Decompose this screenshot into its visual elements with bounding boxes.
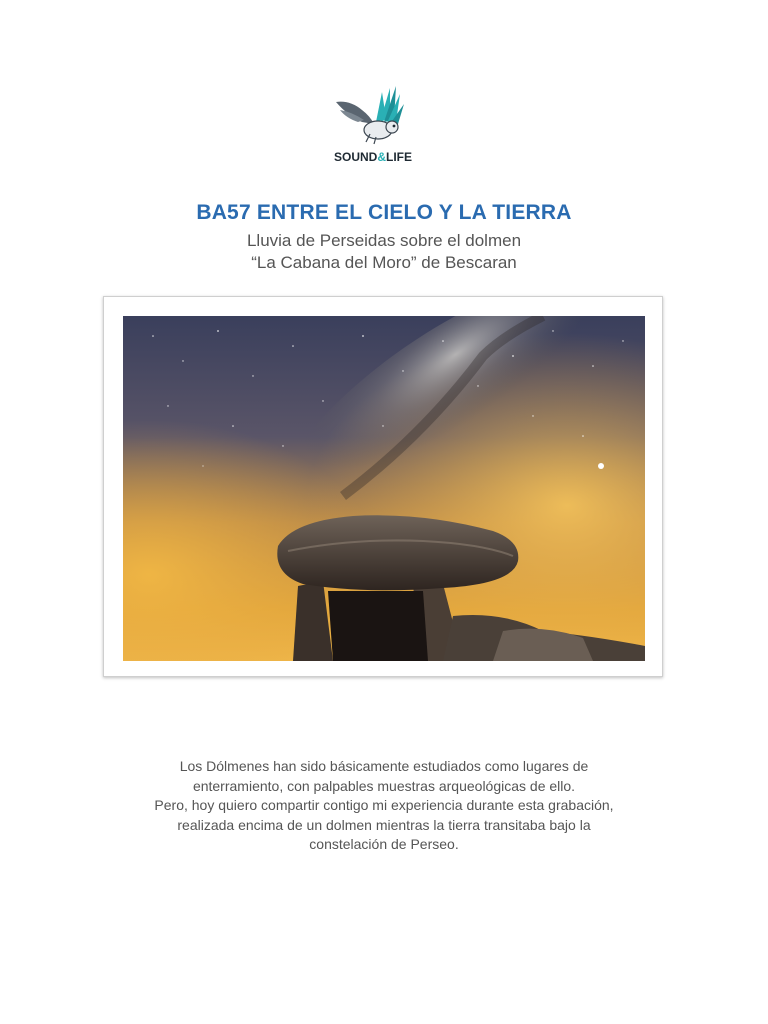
owl-icon [332,82,414,148]
intro-paragraph [100,757,668,855]
sound-and-life-logo [318,82,428,168]
subtitle-line-1: Lluvia de Perseidas sobre el dolmen [246,231,522,250]
paragraph-line: enterramiento, con palpables muestras arqueológicas de ello. [192,777,576,794]
dolmen-night-sky-image [123,316,645,661]
document-title: BA57 ENTRE EL CIELO Y LA TIERRA [196,201,572,224]
paragraph-line: constelación de Perseo. [309,836,459,852]
brand-amp: & [377,150,386,164]
subtitle-line-2: “La Cabana del Moro” de Bescaran [251,253,517,272]
brand-name [318,150,428,164]
paragraph-line: Pero, hoy quiero compartir contigo mi experiencia durante esta grabación, [154,797,614,813]
brand-right: LIFE [386,150,412,164]
dolmen-night-sky-photo [123,316,645,661]
brand-left: SOUND [333,150,378,164]
photo-frame [103,296,663,677]
paragraph-line: realizada encima de un dolmen mientras la tierra transitaba bajo la [177,816,591,833]
paragraph-line: Los Dólmenes han sido básicamente estudiados como lugares de [179,758,589,774]
